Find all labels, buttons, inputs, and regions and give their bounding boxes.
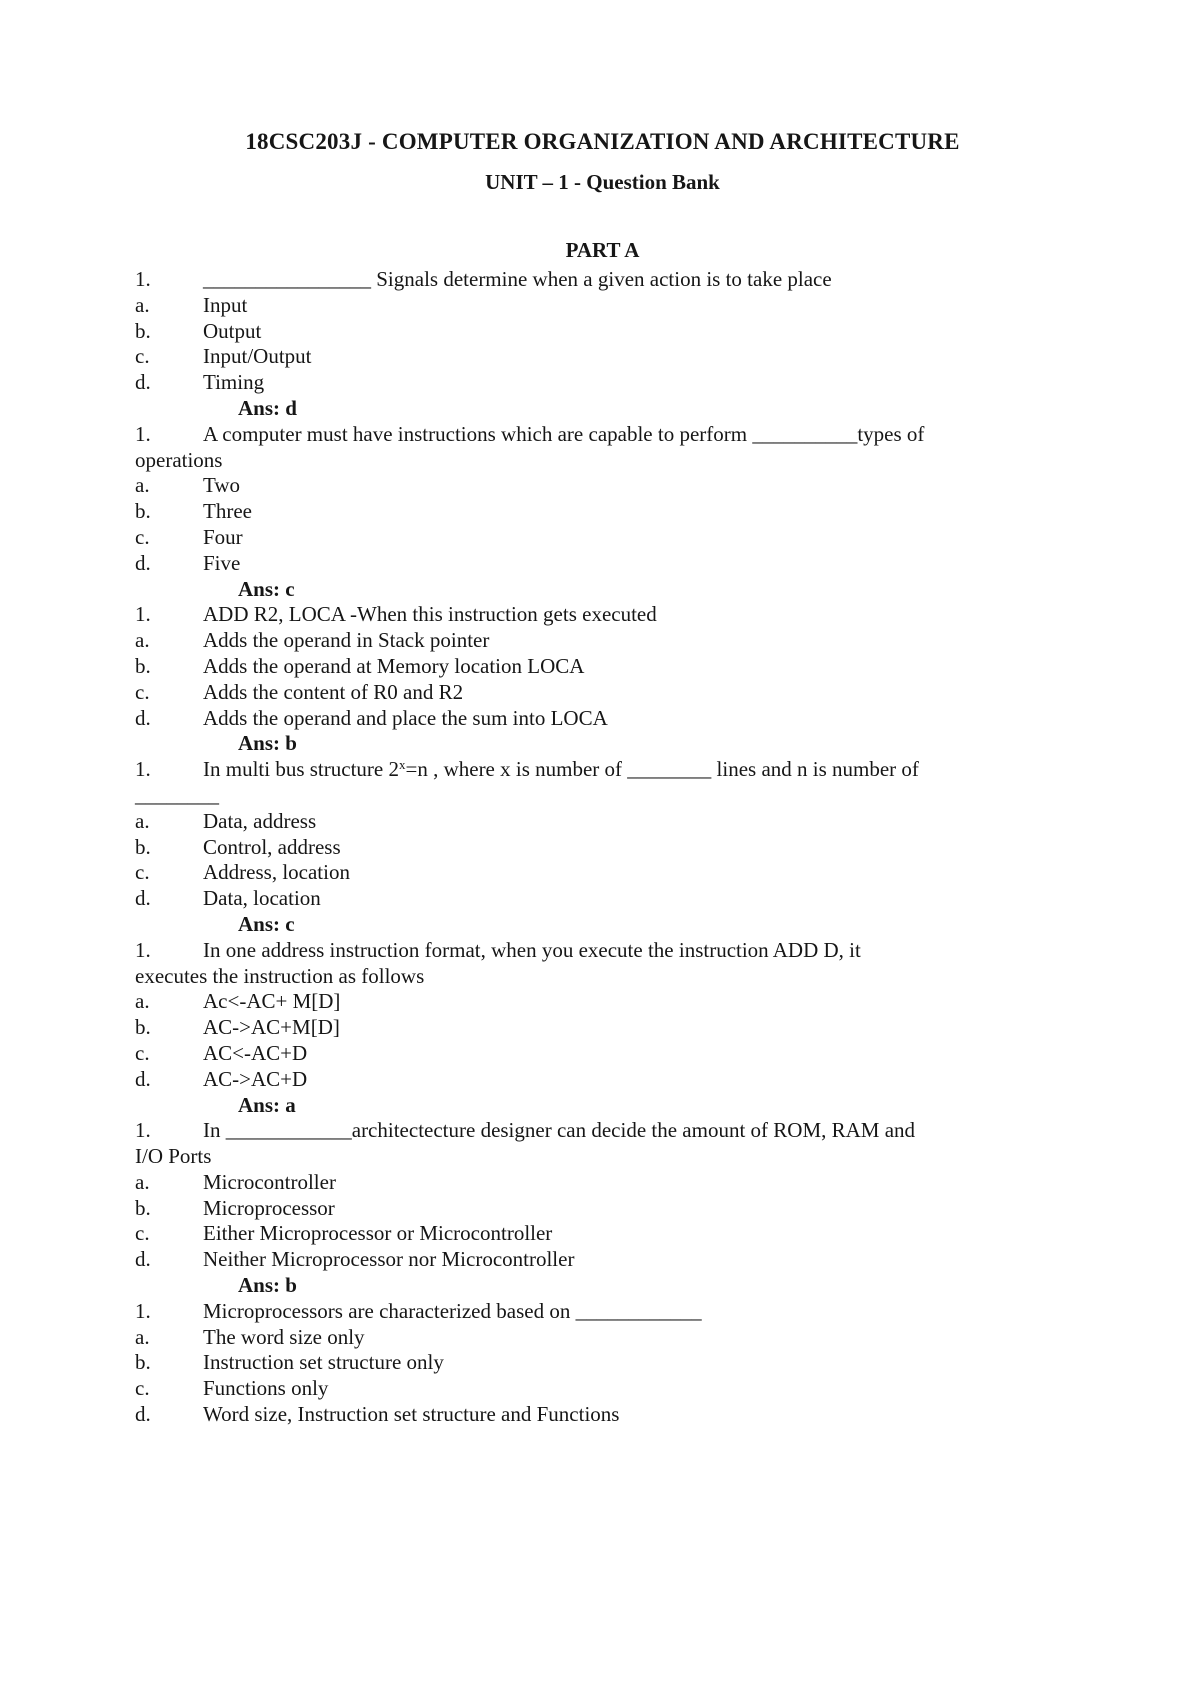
option-row [135,370,1070,396]
option-letter: a. [135,292,150,317]
question-number: 1. [135,1118,151,1143]
option-letter: a. [135,1169,150,1194]
question [135,602,1070,757]
question-line [135,422,1070,448]
option-letter: b. [135,1015,151,1040]
question-text: Microprocessors are characterized based on ____________ [203,1298,702,1323]
option-row [135,1325,1070,1351]
superscript-exponent: x [398,757,406,773]
option-letter: a. [135,808,150,833]
option-text: Data, location [203,886,321,911]
option-letter: a. [135,628,150,653]
option-text: The word size only [203,1324,365,1349]
question-line [135,1299,1070,1325]
answer-text: Ans: b [238,731,297,756]
option-letter: d. [135,705,151,730]
option-text: Adds the operand at Memory location LOCA [203,653,585,678]
answer-text: Ans: a [238,1092,296,1117]
option-letter: d. [135,370,151,395]
answer-text: Ans: c [238,911,295,936]
option-row [135,1221,1070,1247]
option-letter: b. [135,1195,151,1220]
option-text: AC->AC+M[D] [203,1015,340,1040]
question-list [135,267,1070,1428]
option-text: Three [203,499,252,524]
option-letter: b. [135,834,151,859]
option-row [135,551,1070,577]
option-text: AC->AC+D [203,1066,308,1091]
option-letter: d. [135,1402,151,1427]
option-text: Word size, Instruction set structure and Functions [203,1402,620,1427]
option-text: Instruction set structure only [203,1350,444,1375]
option-text: Either Microprocessor or Microcontroller [203,1221,553,1246]
question-number: 1. [135,757,151,782]
question-line [135,1118,1070,1144]
question-text-continued: ________ [135,782,219,807]
option-row [135,1376,1070,1402]
question-text-pre: In multi bus structure 2 [203,757,399,782]
option-letter: a. [135,473,150,498]
option-text: Adds the operand and place the sum into LOCA [203,705,608,730]
option-letter: c. [135,1376,150,1401]
option-row [135,473,1070,499]
question [135,1299,1070,1428]
option-row [135,654,1070,680]
question-number: 1. [135,421,151,446]
option-text: Control, address [203,834,341,859]
option-letter: c. [135,860,150,885]
question-number: 1. [135,1298,151,1323]
option-text: Adds the operand in Stack pointer [203,628,490,653]
question-text-continued: executes the instruction as follows [135,963,425,988]
option-row [135,525,1070,551]
option-text: Output [203,318,262,343]
option-text: Adds the content of R0 and R2 [203,679,464,704]
option-letter: b. [135,653,151,678]
question-text: ADD R2, LOCA -When this instruction gets executed [203,602,657,627]
option-row [135,835,1070,861]
document-title: 18CSC203J - COMPUTER ORGANIZATION AND ARCHITECTURE [245,129,960,154]
option-text: Ac<-AC+ M[D] [203,989,341,1014]
answer-text: Ans: d [238,395,297,420]
answer-text: Ans: b [238,1273,297,1298]
option-letter: a. [135,1324,150,1349]
option-letter: d. [135,1066,151,1091]
answer-text: Ans: c [238,576,295,601]
option-row [135,886,1070,912]
option-letter: b. [135,499,151,524]
question [135,422,1070,603]
question [135,757,1070,938]
option-letter: c. [135,679,150,704]
option-row [135,860,1070,886]
option-text: Address, location [203,860,350,885]
question-line [135,602,1070,628]
option-row [135,1350,1070,1376]
question-line [135,757,1070,783]
option-text: Four [203,524,243,549]
option-row [135,706,1070,732]
option-letter: b. [135,318,151,343]
option-row [135,499,1070,525]
option-row [135,1402,1070,1428]
question-text: In one address instruction format, when you execute the instruction ADD D, it [203,937,861,962]
question-text-continued: I/O Ports [135,1144,212,1169]
option-text: Input [203,292,248,317]
option-row [135,1170,1070,1196]
option-text: AC<-AC+D [203,1040,308,1065]
option-row [135,319,1070,345]
option-row [135,1067,1070,1093]
question-number: 1. [135,602,151,627]
option-row [135,1247,1070,1273]
option-letter: c. [135,524,150,549]
question-text: A computer must have instructions which are capable to perform __________types of [203,421,925,446]
question-text-continued: operations [135,447,223,472]
option-text: Five [203,550,241,575]
question-text: In ____________architectecture designer can decide the amount of ROM, RAM and [203,1118,916,1143]
option-text: Functions only [203,1376,329,1401]
question-text [203,757,919,781]
option-text: Data, address [203,808,317,833]
option-letter: c. [135,1221,150,1246]
option-letter: d. [135,1247,151,1272]
document-subtitle: UNIT – 1 - Question Bank [485,170,720,194]
option-row [135,1015,1070,1041]
option-row [135,989,1070,1015]
option-letter: c. [135,344,150,369]
option-row [135,1041,1070,1067]
option-row [135,1196,1070,1222]
option-row [135,680,1070,706]
question [135,1118,1070,1299]
question [135,267,1070,422]
option-text: Two [203,473,241,498]
question-line [135,938,1070,964]
option-text: Microcontroller [203,1169,336,1194]
option-text: Timing [203,370,265,395]
question-number: 1. [135,937,151,962]
option-text: Neither Microprocessor nor Microcontroller [203,1247,575,1272]
option-row [135,628,1070,654]
option-text: Microprocessor [203,1195,335,1220]
option-letter: d. [135,886,151,911]
question-line [135,267,1070,293]
option-row [135,344,1070,370]
question-text: ________________ Signals determine when a given action is to take place [203,267,832,291]
option-letter: b. [135,1350,151,1375]
option-row [135,293,1070,319]
option-letter: a. [135,989,150,1014]
section-heading: PART A [565,238,640,262]
question-text-post: =n , where x is number of ________ lines and n is number of [405,757,919,782]
option-text: Input/Output [203,344,312,369]
option-letter: c. [135,1040,150,1065]
option-row [135,809,1070,835]
question [135,938,1070,1119]
question-number: 1. [135,267,151,291]
option-letter: d. [135,550,151,575]
